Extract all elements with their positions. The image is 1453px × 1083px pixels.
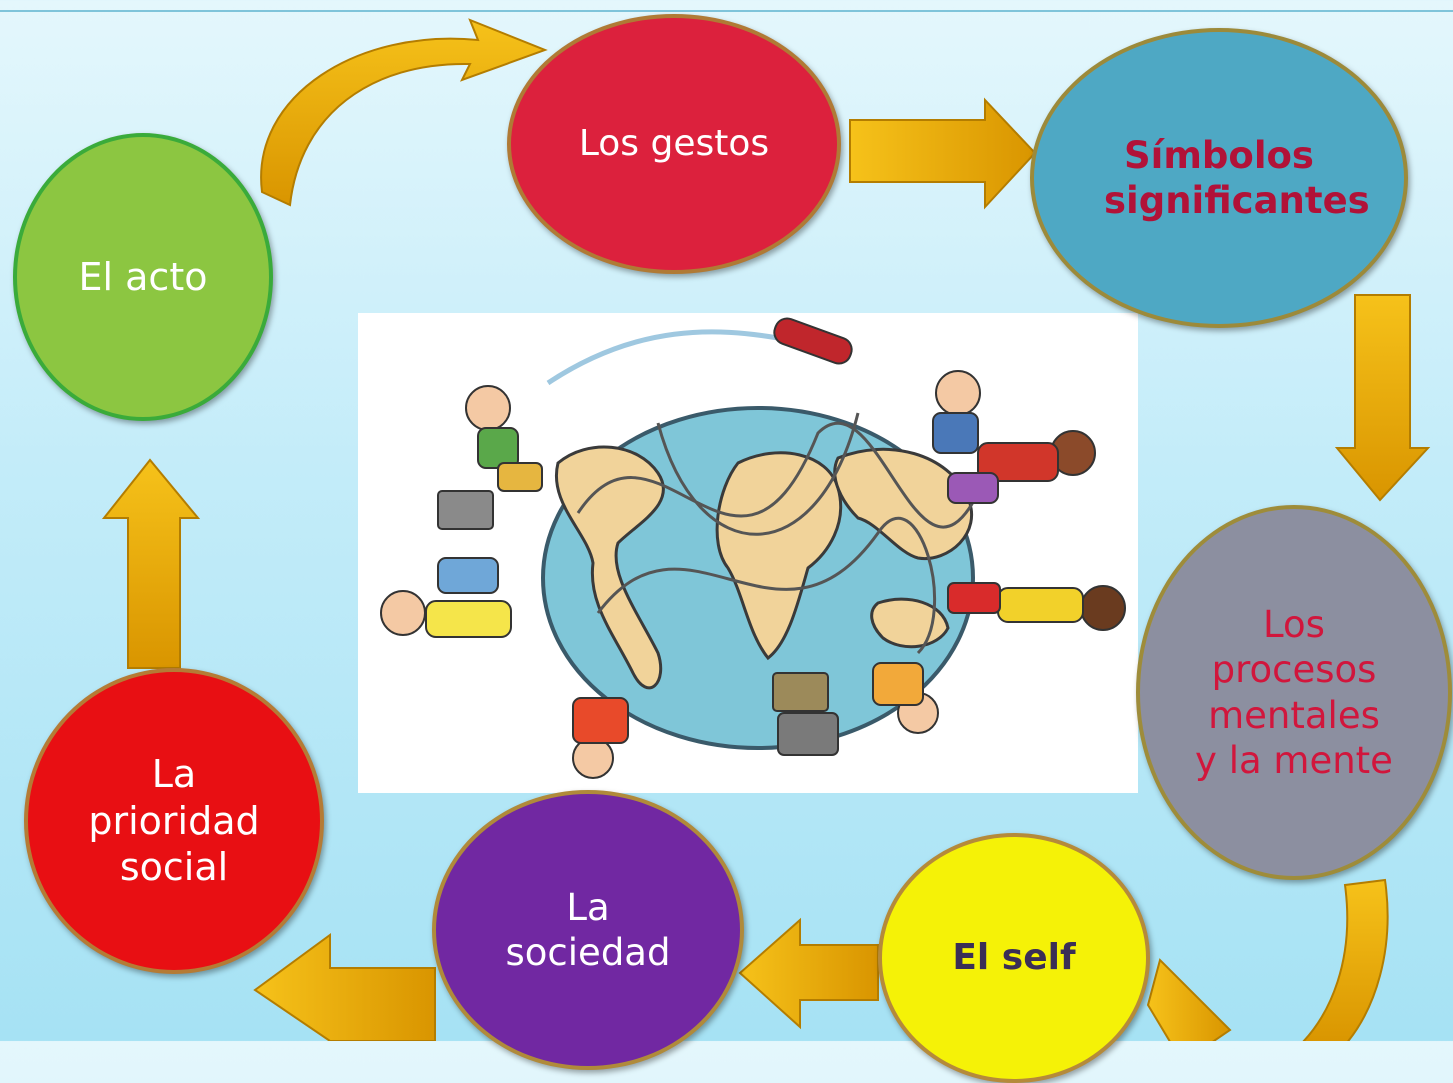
- computer-device-left: [438, 491, 493, 529]
- node-el-acto-label: El acto: [78, 254, 208, 299]
- arrow-prioridad-to-acto: [104, 460, 198, 668]
- arrow-sociedad-to-prioridad: [255, 935, 435, 1041]
- node-procesos-mentales-label: Los procesos mentales y la mente: [1195, 603, 1393, 782]
- node-la-sociedad: [432, 790, 744, 1070]
- child-top-right: [933, 371, 980, 453]
- node-prioridad-social: [24, 668, 324, 974]
- thrown-object: [771, 315, 855, 367]
- node-los-gestos: [507, 14, 841, 274]
- node-procesos-mentales: [1136, 505, 1452, 880]
- globe-illustration: [358, 313, 1138, 793]
- node-prioridad-social-label: La prioridad social: [88, 752, 260, 890]
- arrow-gestos-to-simbolos: [850, 100, 1035, 207]
- node-simbolos-significantes: [1030, 28, 1408, 328]
- child-top-left: [466, 386, 542, 491]
- node-simbolos-significantes-label: Símbolos significantes: [1104, 133, 1370, 222]
- child-left: [381, 558, 511, 637]
- node-el-acto: [13, 133, 273, 421]
- arrow-procesos-to-self-head: [1148, 960, 1230, 1041]
- node-la-sociedad-label: La sociedad: [505, 885, 671, 974]
- child-right-middle: [948, 583, 1125, 630]
- node-el-self: [878, 833, 1150, 1083]
- computer-device-bottom: [773, 673, 828, 711]
- node-el-self-label: El self: [952, 937, 1076, 979]
- node-los-gestos-label: Los gestos: [578, 123, 770, 165]
- arrow-self-to-sociedad: [740, 920, 878, 1027]
- thrown-trail: [548, 332, 778, 383]
- child-bottom: [573, 698, 628, 778]
- arrow-simbolos-to-procesos: [1337, 295, 1428, 500]
- phone-device-bottom: [778, 713, 838, 755]
- arrow-acto-to-gestos: [261, 20, 545, 205]
- arrow-procesos-to-self: [1300, 880, 1388, 1041]
